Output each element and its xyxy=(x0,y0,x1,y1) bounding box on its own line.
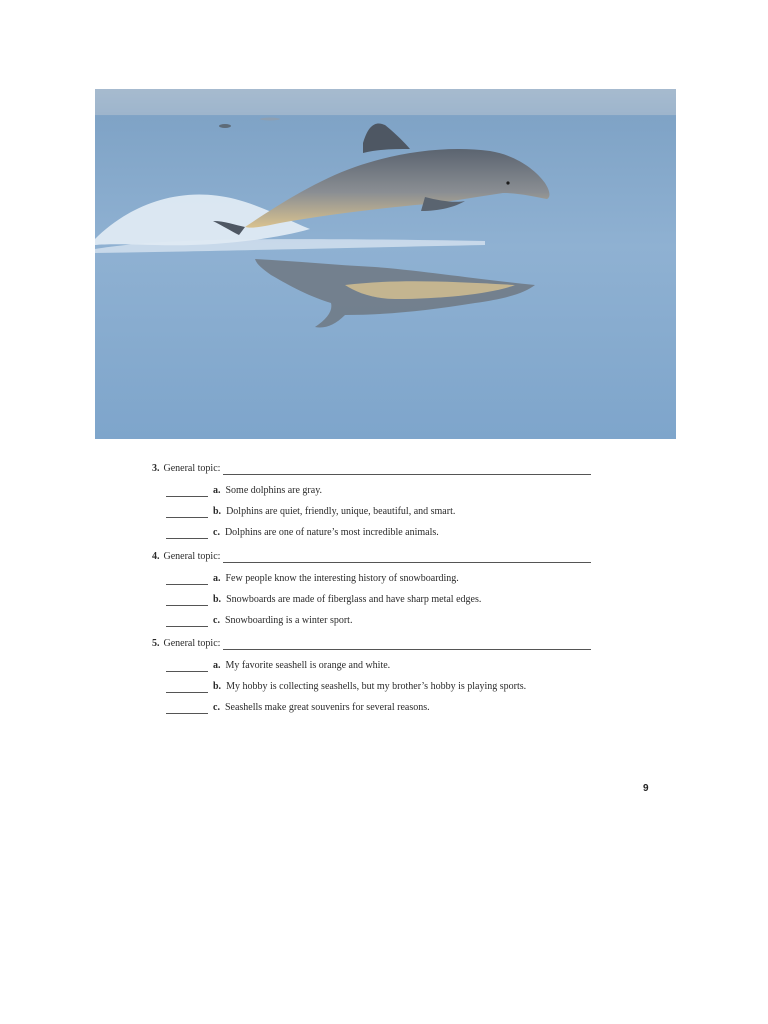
choice-letter: c. xyxy=(213,615,220,626)
choice-item xyxy=(166,615,352,627)
general-topic-blank[interactable] xyxy=(223,552,591,563)
choice-item xyxy=(166,660,390,672)
choice-item xyxy=(166,485,322,497)
choice-letter: a. xyxy=(213,573,221,584)
choice-item xyxy=(166,681,526,693)
answer-blank[interactable] xyxy=(166,661,208,672)
choice-text: My hobby is collecting seashells, but my brother’s hobby is playing sports. xyxy=(226,681,527,692)
choice-letter: a. xyxy=(213,660,221,671)
dolphin-photo xyxy=(95,89,676,439)
general-topic-label: General topic: xyxy=(163,551,221,562)
choice-text: Some dolphins are gray. xyxy=(225,485,323,496)
choice-item xyxy=(166,506,455,518)
answer-blank[interactable] xyxy=(166,616,208,627)
general-topic-line xyxy=(152,638,591,650)
general-topic-line xyxy=(152,551,591,563)
answer-blank[interactable] xyxy=(166,507,208,518)
choice-text: Seashells make great souvenirs for several reasons. xyxy=(224,702,430,713)
answer-blank[interactable] xyxy=(166,682,208,693)
general-topic-blank[interactable] xyxy=(223,464,591,475)
choice-letter: c. xyxy=(213,702,220,713)
answer-blank[interactable] xyxy=(166,486,208,497)
general-topic-label: General topic: xyxy=(163,463,221,474)
choice-text: Snowboards are made of fiberglass and have sharp metal edges. xyxy=(226,594,482,605)
choice-text: Few people know the interesting history of snowboarding. xyxy=(225,573,459,584)
page-number: 9 xyxy=(643,783,649,794)
choice-text: Dolphins are one of nature’s most incredible animals. xyxy=(224,527,439,538)
choice-item xyxy=(166,573,459,585)
question-number: 5. xyxy=(152,638,160,649)
choice-letter: b. xyxy=(213,681,222,692)
answer-blank[interactable] xyxy=(166,528,208,539)
choice-letter: a. xyxy=(213,485,221,496)
question-number: 4. xyxy=(152,551,160,562)
dolphin-image xyxy=(95,89,676,439)
question-number: 3. xyxy=(152,463,160,474)
answer-blank[interactable] xyxy=(166,574,208,585)
choice-item xyxy=(166,527,439,539)
choice-text: Snowboarding is a winter sport. xyxy=(224,615,353,626)
general-topic-line xyxy=(152,463,591,475)
answer-blank[interactable] xyxy=(166,595,208,606)
choice-item xyxy=(166,594,481,606)
choice-text: Dolphins are quiet, friendly, unique, beautiful, and smart. xyxy=(226,506,456,517)
choice-letter: b. xyxy=(213,594,222,605)
choice-letter: b. xyxy=(213,506,222,517)
choice-text: My favorite seashell is orange and white. xyxy=(225,660,391,671)
choice-letter: c. xyxy=(213,527,220,538)
general-topic-blank[interactable] xyxy=(223,639,591,650)
answer-blank[interactable] xyxy=(166,703,208,714)
choice-item xyxy=(166,702,430,714)
general-topic-label: General topic: xyxy=(163,638,221,649)
